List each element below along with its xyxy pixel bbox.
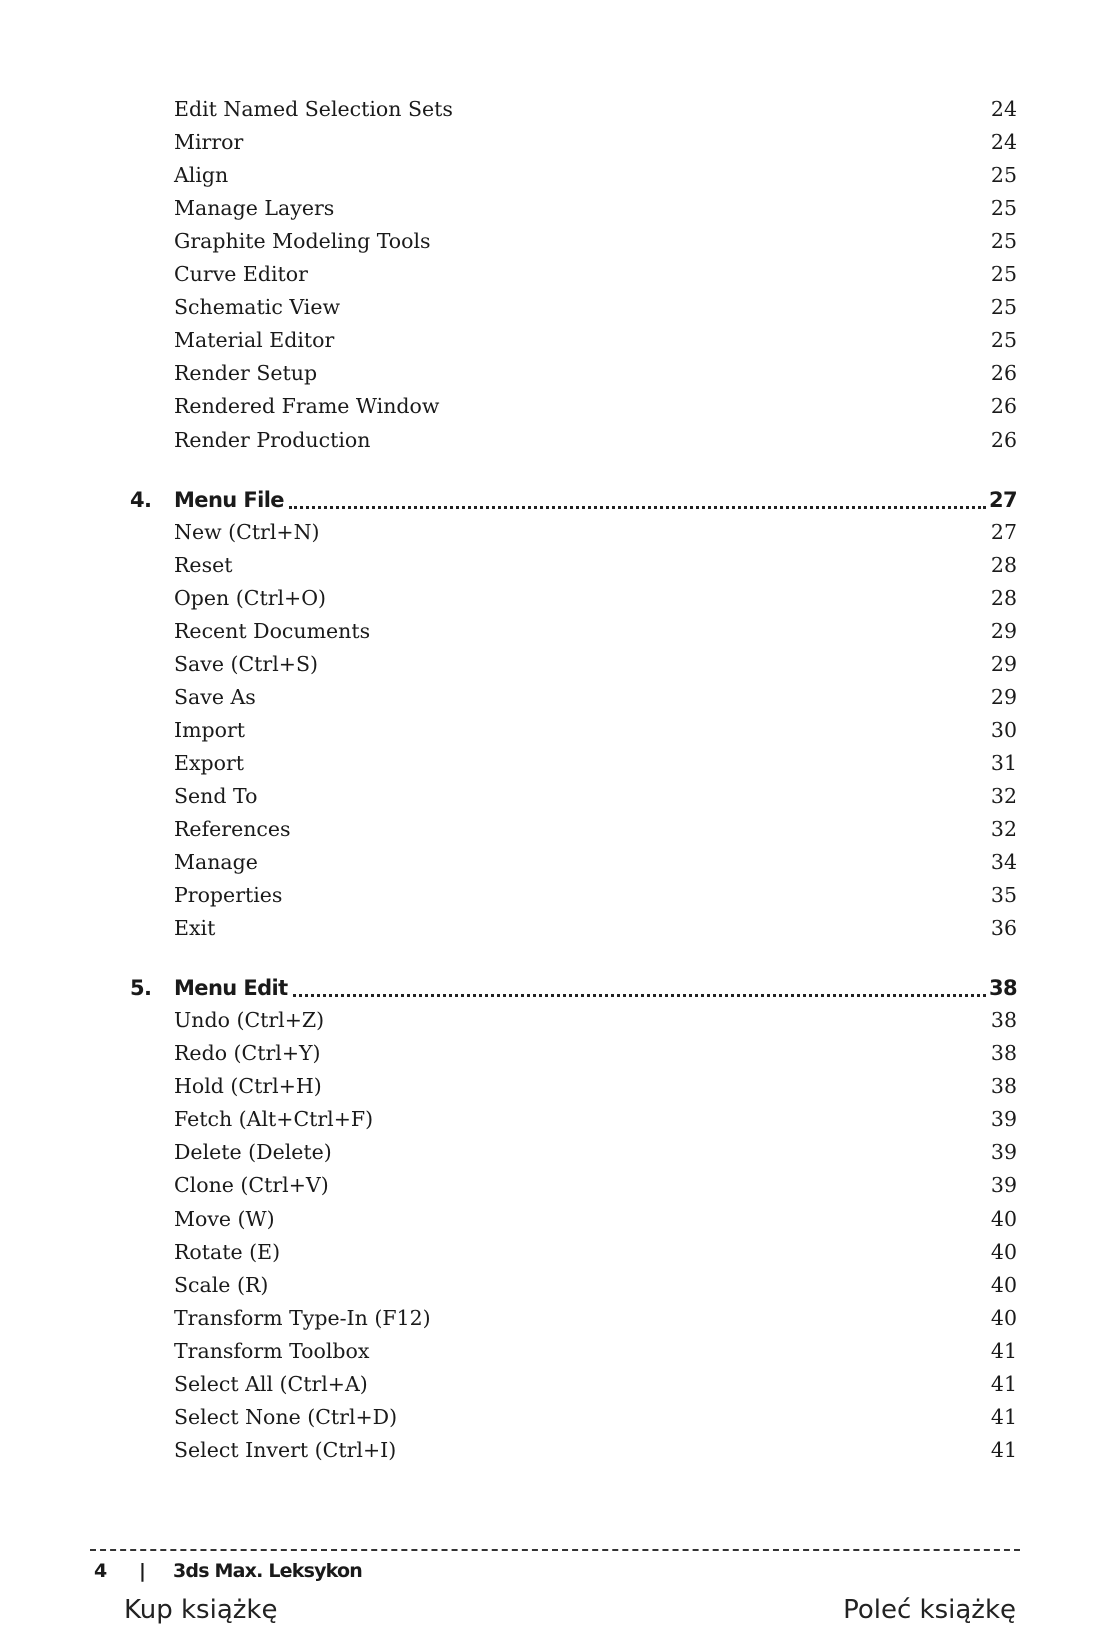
toc-entry-page-number: 39 (990, 1107, 1017, 1132)
toc-entry-title: Render Production (174, 427, 371, 452)
toc-entry-page-number: 25 (990, 328, 1017, 353)
toc-entry-page-number: 25 (990, 262, 1017, 287)
toc-entry (174, 192, 1017, 225)
toc-entry-title: Save As (174, 684, 256, 709)
toc-entry-page-number: 41 (990, 1437, 1017, 1462)
toc-entry-title: Rotate (E) (174, 1239, 281, 1264)
toc-entry-title: Render Setup (174, 361, 318, 386)
toc-entry (174, 1136, 1017, 1169)
toc-entry (174, 225, 1017, 258)
toc-entry-page-number: 24 (990, 97, 1017, 121)
toc-entry-title: Recent Documents (174, 618, 371, 643)
toc-entry-title: Redo (Ctrl+Y) (174, 1041, 321, 1066)
toc-entry-title: Select Invert (Ctrl+I) (174, 1437, 397, 1462)
toc-chapter-heading (130, 970, 1017, 1006)
toc-entry (174, 1103, 1017, 1136)
toc-entry-title: Fetch (Alt+Ctrl+F) (174, 1107, 374, 1132)
toc-entry-title: Material Editor (174, 328, 335, 353)
toc-entry-title: Move (W) (174, 1206, 275, 1231)
toc-entry (174, 1302, 1017, 1335)
toc-entry (174, 291, 1017, 324)
toc-entry (174, 747, 1017, 780)
toc-entry-title: Clone (Ctrl+V) (174, 1173, 329, 1198)
toc-entry-page-number: 40 (990, 1206, 1017, 1231)
chapter-page-number: 27 (988, 487, 1017, 512)
toc-entry-page-number: 39 (990, 1173, 1017, 1198)
chapter-title: Menu File (174, 487, 284, 512)
toc-entry (174, 1434, 1017, 1467)
toc-entry (174, 912, 1017, 945)
toc-entry-title: Hold (Ctrl+H) (174, 1074, 322, 1099)
toc-entry-title: Graphite Modeling Tools (174, 229, 431, 254)
toc-entry-page-number: 32 (990, 817, 1017, 841)
toc-entry (174, 681, 1017, 714)
toc-entry-page-number: 34 (990, 850, 1017, 875)
toc-entry (174, 1070, 1017, 1103)
toc-entry (174, 159, 1017, 192)
toc-chapter-heading (130, 482, 1017, 518)
toc-entry-title: Open (Ctrl+O) (174, 585, 327, 610)
toc-entry (174, 1236, 1017, 1269)
toc-entry (174, 615, 1017, 648)
chapter-number: 5. (130, 976, 152, 1001)
toc-entry-title: Delete (Delete) (174, 1140, 332, 1165)
toc-entry-page-number: 36 (990, 916, 1017, 941)
toc-entry-page-number: 26 (990, 427, 1017, 452)
toc-entry (174, 126, 1017, 159)
toc-entry-page-number: 38 (990, 1008, 1017, 1033)
toc-entry (174, 879, 1017, 912)
toc-entry (174, 1269, 1017, 1302)
footer-page-number: 4 (94, 1560, 107, 1582)
toc-entry-page-number: 28 (990, 552, 1017, 577)
toc-entry-page-number: 38 (990, 1041, 1017, 1066)
chapter-leader-row (174, 482, 1017, 518)
chapter-number: 4. (130, 487, 152, 512)
toc-entry (174, 648, 1017, 681)
recommend-book-link[interactable]: Poleć książkę (843, 1595, 1016, 1625)
toc-entry (174, 516, 1017, 549)
footer-divider (90, 1549, 1020, 1551)
toc-entry-title: Select All (Ctrl+A) (174, 1371, 368, 1396)
toc-entry (174, 1169, 1017, 1202)
toc-entry-page-number: 32 (990, 783, 1017, 808)
toc-entry-title: Manage (174, 850, 258, 875)
toc-entry (174, 324, 1017, 357)
toc-entry-page-number: 26 (990, 394, 1017, 419)
toc-entry-page-number: 25 (990, 196, 1017, 221)
toc-entry-page-number: 38 (990, 1074, 1017, 1099)
toc-entry-title: Save (Ctrl+S) (174, 651, 318, 676)
toc-entry (174, 390, 1017, 423)
toc-entry-title: References (174, 817, 291, 841)
toc-entry-page-number: 25 (990, 229, 1017, 254)
toc-entry-title: Edit Named Selection Sets (174, 97, 453, 121)
toc-entry-title: Import (174, 717, 246, 742)
toc-entry-title: Scale (R) (174, 1272, 269, 1297)
chapter-leader-row (174, 970, 1017, 1006)
toc-entry (174, 424, 1017, 457)
toc-entry-title: Rendered Frame Window (174, 394, 440, 419)
toc-entry-page-number: 41 (990, 1371, 1017, 1396)
toc-entry-title: Manage Layers (174, 196, 335, 221)
toc-entry-page-number: 40 (990, 1305, 1017, 1330)
toc-entry-title: Align (174, 163, 229, 188)
toc-entry-page-number: 29 (990, 618, 1017, 643)
toc-entry (174, 780, 1017, 813)
toc-entry (174, 93, 1017, 126)
chapter-page-number: 38 (988, 976, 1017, 1001)
toc-entry-title: Transform Toolbox (174, 1338, 370, 1363)
toc-entry-title: Mirror (174, 130, 244, 155)
toc-entry-page-number: 39 (990, 1140, 1017, 1165)
toc-entry-page-number: 26 (990, 361, 1017, 386)
toc-entry-page-number: 29 (990, 651, 1017, 676)
toc-entry-title: Undo (Ctrl+Z) (174, 1008, 325, 1033)
toc-entry-title: Exit (174, 916, 216, 941)
toc-entry-page-number: 31 (990, 750, 1017, 775)
toc-entry (174, 357, 1017, 390)
toc-entry-title: Reset (174, 552, 233, 577)
toc-entry-title: Send To (174, 783, 258, 808)
toc-entry-title: Properties (174, 883, 283, 908)
toc-entry-title: Schematic View (174, 295, 340, 320)
toc-entry-page-number: 24 (990, 130, 1017, 155)
toc-entry (174, 1037, 1017, 1070)
footer-book-title: 3ds Max. Leksykon (173, 1560, 362, 1582)
toc-entry (174, 846, 1017, 879)
toc-entry-title: New (Ctrl+N) (174, 519, 320, 544)
toc-entry (174, 549, 1017, 582)
toc-entry (174, 1004, 1017, 1037)
toc-entry-page-number: 25 (990, 163, 1017, 188)
toc-entry (174, 1401, 1017, 1434)
toc-entry-title: Transform Type-In (F12) (174, 1305, 431, 1330)
dot-leader (289, 506, 986, 509)
toc-entry (174, 714, 1017, 747)
toc-entry (174, 582, 1017, 615)
buy-book-link[interactable]: Kup książkę (124, 1595, 278, 1625)
toc-entry-page-number: 29 (990, 684, 1017, 709)
toc-entry-title: Export (174, 750, 245, 775)
footer-separator: | (139, 1560, 146, 1582)
dot-leader (293, 994, 986, 997)
toc-entry (174, 1203, 1017, 1236)
toc-entry-title: Select None (Ctrl+D) (174, 1404, 398, 1429)
toc-entry-page-number: 40 (990, 1239, 1017, 1264)
toc-entry-page-number: 41 (990, 1404, 1017, 1429)
toc-entry (174, 258, 1017, 291)
toc-entry (174, 1335, 1017, 1368)
toc-entry (174, 813, 1017, 846)
toc-entry-page-number: 41 (990, 1338, 1017, 1363)
toc-entry-title: Curve Editor (174, 262, 308, 287)
toc-entry (174, 1368, 1017, 1401)
toc-entry-page-number: 25 (990, 295, 1017, 320)
toc-entry-page-number: 27 (990, 519, 1017, 544)
toc-entry-page-number: 35 (990, 883, 1017, 908)
toc-entry-page-number: 30 (990, 717, 1017, 742)
toc-entry-page-number: 40 (990, 1272, 1017, 1297)
chapter-title: Menu Edit (174, 976, 288, 1001)
toc-entry-page-number: 28 (990, 585, 1017, 610)
